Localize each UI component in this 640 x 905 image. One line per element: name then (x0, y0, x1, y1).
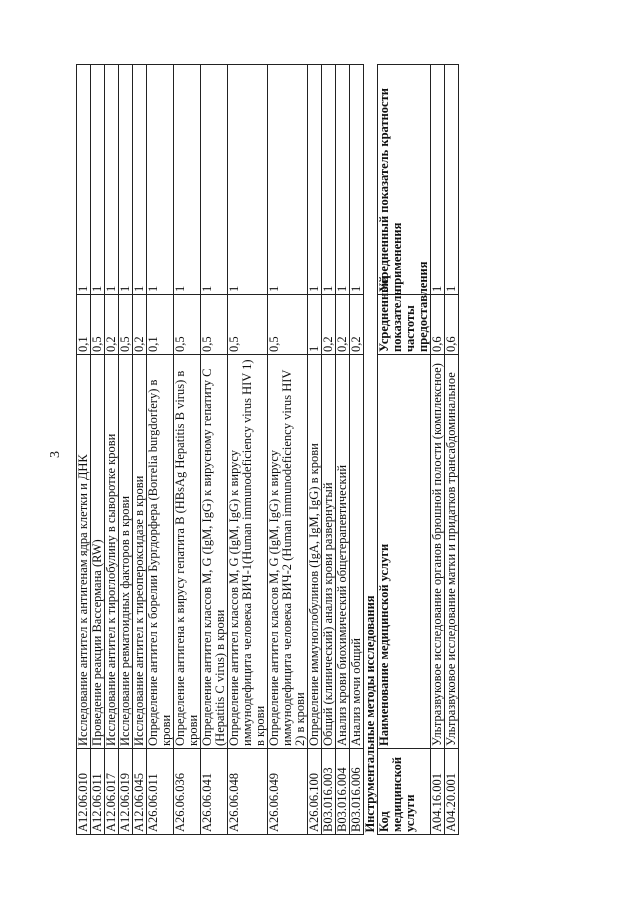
cell-multiplicity: 1 (147, 65, 174, 295)
cell-name: Ультразвуковое исследование органов брюшной полости (комплексное) (431, 355, 445, 749)
table-row (431, 65, 445, 835)
table-row (174, 65, 201, 835)
cell-code: A12.06.019 (119, 749, 133, 835)
table-row (308, 65, 322, 835)
cell-frequency: 0,5 (91, 295, 105, 355)
cell-name: Определение антител к борелии Бургдорфера (Borrelia burgdorfery) в крови (147, 355, 174, 749)
services-sheet (76, 65, 606, 835)
cell-code: A12.06.017 (105, 749, 119, 835)
table-row (228, 65, 268, 835)
cell-code: A26.06.048 (228, 749, 268, 835)
header-name: Наименование медицинской услуги (378, 355, 431, 749)
cell-code: A26.06.049 (268, 749, 308, 835)
cell-name: Определение иммуноглобулинов (IgA, IgM, IgG) в крови (308, 355, 322, 749)
cell-multiplicity: 1 (322, 65, 336, 295)
table-row (147, 65, 174, 835)
table-row (322, 65, 336, 835)
cell-code: A26.06.100 (308, 749, 322, 835)
cell-name: Определение антител классов M, G (IgM, IgG) к вирусу иммунодефицита человека ВИЧ-2 (Human immunodeficiency virus HIV 2) в крови (268, 355, 308, 749)
cell-frequency: 0,1 (77, 295, 91, 355)
cell-frequency: 0,5 (174, 295, 201, 355)
cell-frequency: 0,5 (201, 295, 228, 355)
cell-frequency: 0,2 (350, 295, 364, 355)
cell-multiplicity: 1 (201, 65, 228, 295)
cell-multiplicity: 1 (105, 65, 119, 295)
table-row (336, 65, 350, 835)
table-row (77, 65, 91, 835)
cell-name: Определение антигена к вирусу гепатита В (HBsAg Hepatitis B virus) в крови (174, 355, 201, 749)
cell-multiplicity: 1 (228, 65, 268, 295)
cell-frequency: 0,2 (105, 295, 119, 355)
cell-frequency: 0,5 (119, 295, 133, 355)
services-table (76, 64, 459, 835)
cell-name: Исследование антител к тиреопероксидазе в крови (133, 355, 147, 749)
cell-name: Анализ крови биохимический общетерапевтический (336, 355, 350, 749)
cell-multiplicity: 1 (174, 65, 201, 295)
cell-multiplicity: 1 (445, 65, 459, 295)
cell-frequency: 0,5 (268, 295, 308, 355)
cell-multiplicity: 1 (91, 65, 105, 295)
section-instrumental (364, 65, 431, 835)
cell-code: B03.016.006 (350, 749, 364, 835)
cell-multiplicity: 1 (119, 65, 133, 295)
cell-frequency: 0,2 (322, 295, 336, 355)
cell-multiplicity: 1 (308, 65, 322, 295)
cell-name: Исследование антител к тироглобулину в сыворотке крови (105, 355, 119, 749)
cell-code: A12.06.011 (91, 749, 105, 835)
cell-name: Определение антител классов M, G (IgM, IgG) к вирусному гепатиту С (Hepatitis C virus) в крови (201, 355, 228, 749)
header-frequency: Усредненный показатель частоты предоставления (378, 295, 431, 355)
table-row (268, 65, 308, 835)
cell-multiplicity: 1 (133, 65, 147, 295)
cell-code: B03.016.003 (322, 749, 336, 835)
cell-name: Проведение реакции Вассермана (RW) (91, 355, 105, 749)
cell-frequency: 0,6 (431, 295, 445, 355)
cell-code: A12.06.045 (133, 749, 147, 835)
cell-frequency: 0,6 (445, 295, 459, 355)
table-row (201, 65, 228, 835)
cell-frequency: 0,2 (336, 295, 350, 355)
instrumental-body (431, 65, 459, 835)
cell-code: A26.06.041 (201, 749, 228, 835)
table-row (91, 65, 105, 835)
cell-multiplicity: 1 (336, 65, 350, 295)
table-row (350, 65, 364, 835)
table-row (119, 65, 133, 835)
cell-name: Определение антител классов M, G (IgM, IgG) к вирусу иммунодефицита человека ВИЧ-1(Human immunodeficiency virus HIV 1) в крови (228, 355, 268, 749)
cell-name: Исследование антител к антигенам ядра клетки и ДНК (77, 355, 91, 749)
cell-name: Ультразвуковое исследование матки и придатков трансабдоминальное (445, 355, 459, 749)
cell-frequency: 0,1 (147, 295, 174, 355)
cell-code: A26.06.011 (147, 749, 174, 835)
cell-frequency: 0,2 (133, 295, 147, 355)
header-row (378, 65, 431, 835)
cell-code: A04.16.001 (431, 749, 445, 835)
cell-name: Анализ мочи общий (350, 355, 364, 749)
page-number: 3 (48, 451, 63, 458)
cell-code: A04.20.001 (445, 749, 459, 835)
cell-code: B03.016.004 (336, 749, 350, 835)
cell-frequency: 1 (308, 295, 322, 355)
table-row (445, 65, 459, 835)
cell-name: Исследование ревматоидных факторов в крови (119, 355, 133, 749)
header-code: Код медицинской услуги (378, 749, 431, 835)
table-row (133, 65, 147, 835)
cell-multiplicity: 1 (350, 65, 364, 295)
lab-tests-body (77, 65, 364, 835)
table-row (105, 65, 119, 835)
cell-code: A26.06.036 (174, 749, 201, 835)
section-title: Инструментальные методы исследования (364, 65, 378, 835)
cell-multiplicity: 1 (431, 65, 445, 295)
cell-name: Общий (клинический) анализ крови развернутый (322, 355, 336, 749)
cell-frequency: 0,5 (228, 295, 268, 355)
cell-multiplicity: 1 (268, 65, 308, 295)
cell-multiplicity: 1 (77, 65, 91, 295)
cell-code: A12.06.010 (77, 749, 91, 835)
header-multiplicity: Усредненный показатель кратности применения (378, 65, 431, 295)
section-row (364, 65, 378, 835)
